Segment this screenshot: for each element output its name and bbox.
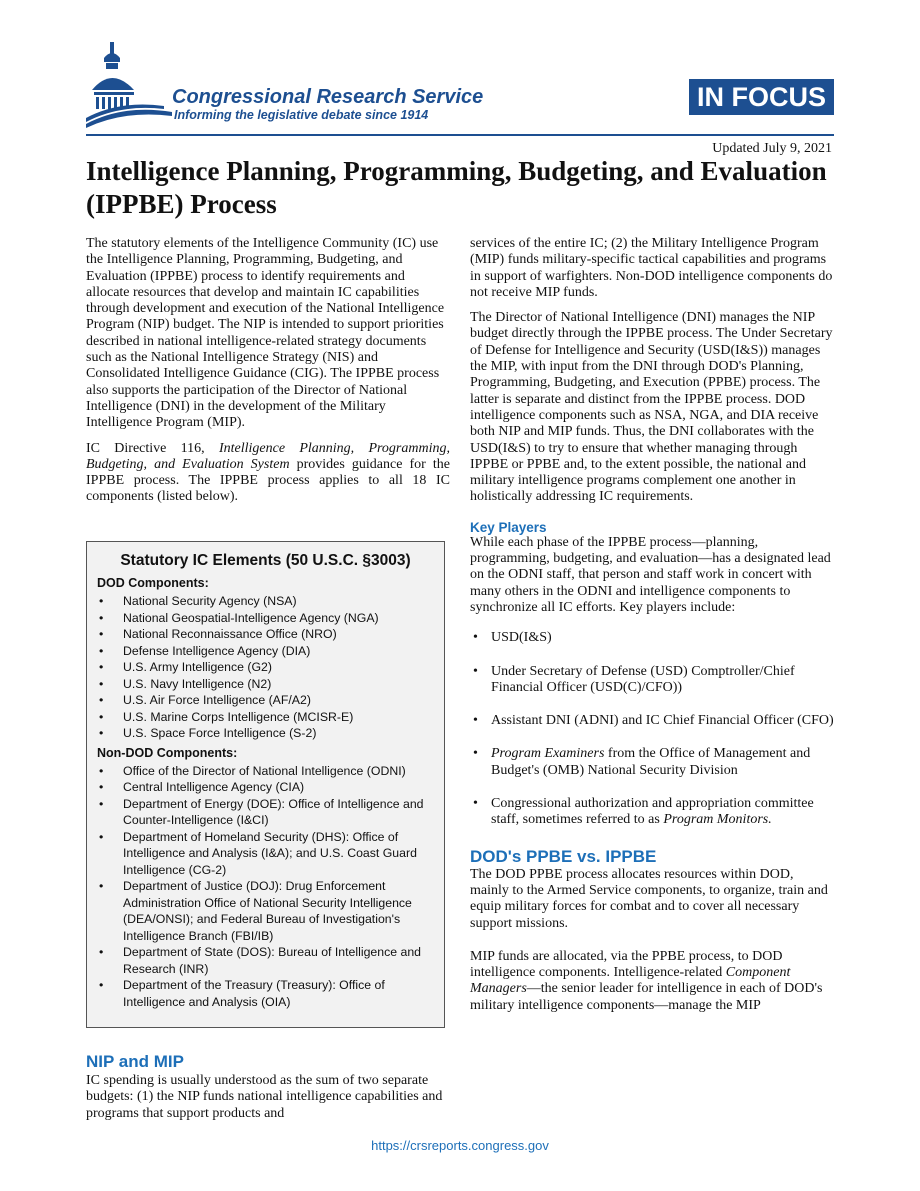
list-item xyxy=(470,746,834,779)
list-item: • National Geospatial-Intelligence Agency (NGA) xyxy=(97,610,434,627)
header-rule xyxy=(86,134,834,136)
ppbe-heading: DOD's PPBE vs. IPPBE xyxy=(470,846,657,866)
list-item: • Assistant DNI (ADNI) and IC Chief Financial Officer (CFO) xyxy=(470,713,834,729)
ppbe-paragraph-1: The DOD PPBE process allocates resources within DOD, mainly to the Armed Service components, to organize, train and equip military forces for combat and to cover all necessary support missions. xyxy=(470,866,828,931)
icd-text-b: provides guidance for the IPPBE process. The IPPBE process applies to all 18 IC components (listed below). xyxy=(86,456,450,505)
list-item: • Under Secretary of Defense (USD) Comptroller/Chief Financial Officer (USD(C)/CFO)) xyxy=(470,664,834,697)
intro-paragraph: The statutory elements of the Intelligence Community (IC) use the Intelligence Planning, Programming, Budgeting, and Evaluation (IPPBE) process to identify requirements and allocate resources that develop and maintain IC capabilities through development and execution of the National Intelligence Program (NIP) budget. The NIP is intended to support priorities described in national intelligence-related strategy documents such as the National Intelligence Strategy (NIS) and Consolidated Intelligence Guidance (CIG). The IPPBE process also supports the participation of the Director of National Intelligence (DNI) in the development of the Military Intelligence Program (MIP). xyxy=(86,236,445,431)
ppbe-paragraph-2 xyxy=(470,949,834,1014)
dod-list xyxy=(97,593,434,742)
list-item: • Defense Intelligence Agency (DIA) xyxy=(97,643,434,660)
icd-text-a: IC Directive 116, xyxy=(86,440,219,456)
kp4-text: from the Office of Management and Budget's (OMB) National Security Division xyxy=(491,746,811,778)
list-item: • Department of Homeland Security (DHS): Office of Intelligence and Analysis (I&A); and U.S. Coast Guard Intelligence (CG-2) xyxy=(97,829,434,879)
page-title: Intelligence Planning, Programming, Budgeting, and Evaluation (IPPBE) Process xyxy=(86,156,827,219)
list-item xyxy=(470,796,834,829)
left-column xyxy=(86,236,450,515)
nondod-heading: Non-DOD Components: xyxy=(97,745,238,760)
dod-heading: DOD Components: xyxy=(97,576,209,590)
in-focus-badge: IN FOCUS xyxy=(689,79,834,115)
list-item: • U.S. Marine Corps Intelligence (MCISR-E) xyxy=(97,709,434,726)
list-item: • USD(I&S) xyxy=(470,630,834,646)
right-column xyxy=(470,236,834,1023)
list-item: • U.S. Navy Intelligence (N2) xyxy=(97,676,434,693)
org-name: Congressional Research Service xyxy=(172,86,484,108)
ppbe-p2-a: MIP funds are allocated, via the PPBE process, to DOD intelligence components. Intelligence-related xyxy=(470,948,783,981)
nip-mip-text: IC spending is usually understood as the sum of two separate budgets: (1) the NIP funds national intelligence capabilities and programs that support products and xyxy=(86,1073,443,1121)
mip-paragraph: services of the entire IC; (2) the Military Intelligence Program (MIP) funds military-specific tactical capabilities and programs in support of warfighters. Non-DOD intelligence components do not receive MIP funds. xyxy=(470,236,833,300)
list-item: • U.S. Air Force Intelligence (AF/A2) xyxy=(97,692,434,709)
footer-url[interactable]: https://crsreports.congress.gov xyxy=(371,1138,549,1153)
ppbe-p2-b: —the senior leader for intelligence in each of DOD's military intelligence components—manage the MIP xyxy=(470,981,823,1013)
org-tagline: Informing the legislative debate since 1914 xyxy=(174,108,429,122)
program-examiners: Program Examiners xyxy=(491,746,605,762)
dni-paragraph: The Director of National Intelligence (DNI) manages the NIP budget directly through the IPPBE process. The Under Secretary of Defense for Intelligence and Security (USD(I&S)) manages the MIP, with input from the DNI through DOD's Planning, Programming, Budgeting, and Execution (PPBE) process. The latter is separate and distinct from the IPPBE process. DOD intelligence components such as NSA, NGA, and DIA receive both NIP and MIP funds. Thus, the DNI collaborates with the USD(I&S) to try to ensure that whether managing through IPPBE or PPBE and, to the extent possible, the national and military intelligence programs complement one another in holistically addressing IC requirements. xyxy=(470,310,833,505)
list-item: • National Security Agency (NSA) xyxy=(97,593,434,610)
list-item: • Department of Energy (DOE): Office of Intelligence and Counter-Intelligence (I&CI) xyxy=(97,796,434,829)
box-title: Statutory IC Elements (50 U.S.C. §3003) xyxy=(120,552,411,569)
list-item: • U.S. Space Force Intelligence (S-2) xyxy=(97,725,434,742)
nondod-list xyxy=(97,763,434,1011)
list-item: • Department of Justice (DOJ): Drug Enforcement Administration Office of National Security Intelligence (DEA/ONSI); and Federal Bureau of Investigation's Intelligence Branch (FBI/IB) xyxy=(97,878,434,944)
list-item: • Department of State (DOS): Bureau of Intelligence and Research (INR) xyxy=(97,944,434,977)
updated-date: Updated July 9, 2021 xyxy=(712,141,832,156)
icd-title: Intelligence Planning, Programming, Budgeting, and Evaluation System xyxy=(86,440,450,472)
list-item: • Office of the Director of National Intelligence (ODNI) xyxy=(97,763,434,780)
statutory-elements-box xyxy=(86,541,445,1028)
component-managers: Component Managers xyxy=(470,965,791,997)
kp5-text: Congressional authorization and appropriation committee staff, sometimes referred to as xyxy=(491,796,814,828)
key-players-intro: While each phase of the IPPBE process—planning, programming, budgeting, and evaluation—has a designated lead on the ODNI staff, that person and staff work in concert with many others in the ODNI and intelligence components to synchronize all IC efforts. Key players include: xyxy=(470,534,831,615)
icd-paragraph xyxy=(86,441,450,506)
key-players-list xyxy=(470,630,834,828)
list-item: • Department of the Treasury (Treasury): Office of Intelligence and Analysis (OIA) xyxy=(97,977,434,1010)
crs-capitol-logo xyxy=(84,40,174,128)
program-monitors: Program Monitors. xyxy=(663,812,772,828)
list-item: • U.S. Army Intelligence (G2) xyxy=(97,659,434,676)
key-players-heading: Key Players xyxy=(470,519,547,535)
list-item: • National Reconnaissance Office (NRO) xyxy=(97,626,434,643)
nip-mip-heading: NIP and MIP xyxy=(86,1052,184,1071)
list-item: • Central Intelligence Agency (CIA) xyxy=(97,779,434,796)
